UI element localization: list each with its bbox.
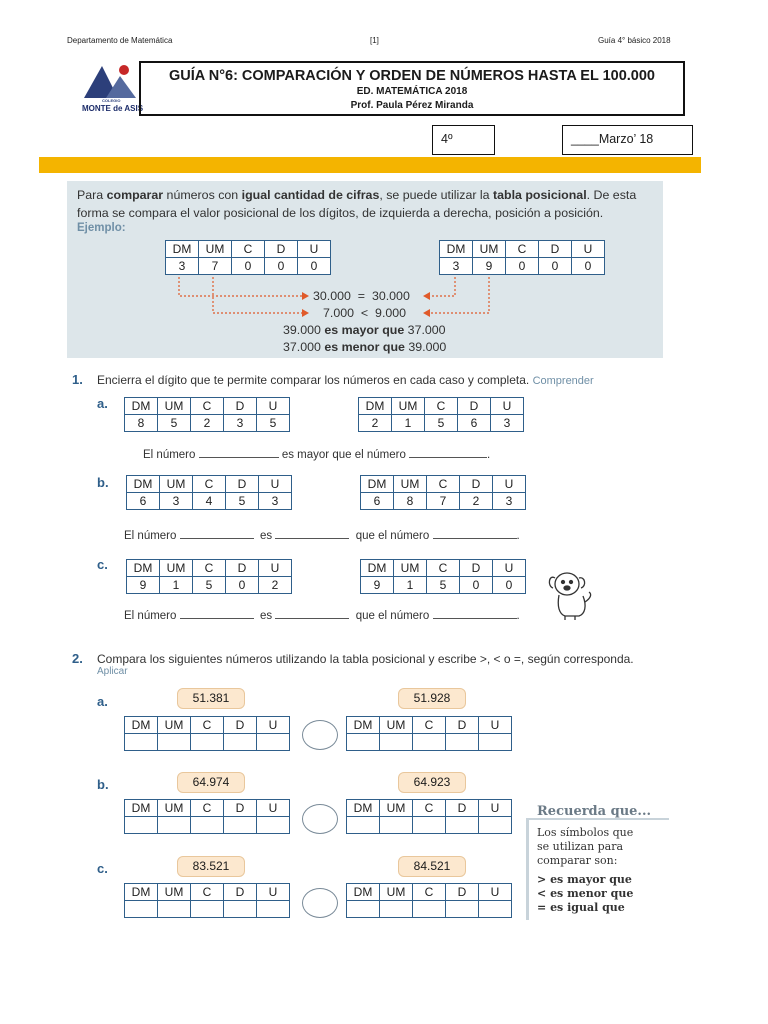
question-2-text: Compara los siguientes números utilizando la tabla posicional y escribe >, < o =, según corresponda. [97,652,634,666]
item-1c-table-right: DM UM C D U 9 1 5 0 0 [360,559,526,594]
digit: 0 [539,258,572,275]
question-2-number: 2. [72,651,83,666]
digit: 9 [473,258,506,275]
recuerda-side-bar [526,820,529,920]
header-department: Departamento de Matemática [67,36,173,45]
th: C [232,241,265,258]
item-1c-letter: c. [97,557,108,572]
compare-line-4: 37.000 es menor que 39.000 [283,340,447,354]
item-1b-sentence: El número es que el número . [124,530,520,542]
grade-box[interactable] [432,125,495,155]
blank-line[interactable] [180,608,254,619]
guide-teacher: Prof. Paula Pérez Miranda [350,100,474,111]
th: D [539,241,572,258]
digit: 0 [298,258,331,275]
digit: 0 [572,258,605,275]
item-2b-compare-circle[interactable] [302,804,338,834]
info-paragraph-line2: forma se compara el valor posicional de los dígitos, de izquierda a derecha, posición a posición. [77,206,604,220]
item-2a-table-left: DM UM C D U [124,716,290,751]
item-1c-sentence: El número es que el número . [124,610,520,622]
item-2c-left-number: 83.521 [177,856,245,877]
item-1b-table-right: DM UM C D U 6 8 7 2 3 [360,475,526,510]
blank-line[interactable] [275,528,349,539]
item-2a-left-number: 51.381 [177,688,245,709]
info-box [67,181,663,358]
info-paragraph-line1: Para comparar números con igual cantidad de cifras, se puede utilizar la tabla posicional. De esta [77,188,637,202]
blank-line[interactable] [275,608,349,619]
blank-line[interactable] [180,528,254,539]
header-guide: Guía 4° básico 2018 [598,36,671,45]
item-2b-table-right: DM UM C D U [346,799,512,834]
item-1a-table-right: DM UM C D U 2 1 5 6 3 [358,397,524,432]
question-1-number: 1. [72,372,83,387]
digit: 0 [265,258,298,275]
compare-line-2: 7.000 < 9.000 [323,306,407,320]
header-page-number: [1] [370,36,379,45]
blank-line[interactable] [433,608,517,619]
item-1b-letter: b. [97,475,109,490]
question-2-skill: Aplicar [97,666,128,677]
date-blank: ____ [571,132,599,146]
digit: 0 [232,258,265,275]
school-logo [80,60,144,116]
item-1a-table-left: DM UM C D U 8 5 2 3 5 [124,397,290,432]
compare-line-3: 39.000 es mayor que 37.000 [283,323,446,337]
blank-line[interactable] [433,528,517,539]
question-1-skill: Comprender [532,375,594,387]
item-2c-table-left: DM UM C D U [124,883,290,918]
date-box[interactable] [562,125,693,155]
item-2a-letter: a. [97,694,108,709]
th: UM [473,241,506,258]
item-2a-compare-circle[interactable] [302,720,338,750]
compare-line-1: 30.000 = 30.000 [313,289,410,303]
th: DM [440,241,473,258]
th: U [298,241,331,258]
item-2c-table-right: DM UM C D U [346,883,512,918]
item-2c-compare-circle[interactable] [302,888,338,918]
guide-title: GUÍA N°6: COMPARACIÓN Y ORDEN DE NÚMEROS HASTA EL 100.000 [169,68,655,84]
logo-name: MONTE de ASIS [82,104,144,113]
question-1-text: Encierra el dígito que te permite comparar los números en cada caso y completa. Comprender [97,373,594,387]
item-2a-table-right: DM UM C D U [346,716,512,751]
th: C [506,241,539,258]
item-2c-right-number: 84.521 [398,856,466,877]
item-2b-table-left: DM UM C D U [124,799,290,834]
digit: 0 [506,258,539,275]
digit: 3 [440,258,473,275]
logo-small-text: COLEGIO [102,98,121,103]
item-1a-sentence: El número es mayor que el número . [143,449,491,461]
blank-line[interactable] [409,447,487,458]
digit: 7 [199,258,232,275]
digit: 3 [166,258,199,275]
blank-line[interactable] [199,447,279,458]
date-value: Marzo’ 18 [598,132,654,146]
th: D [265,241,298,258]
th: UM [199,241,232,258]
th: DM [166,241,199,258]
item-1b-table-left: DM UM C D U 6 3 4 5 3 [126,475,292,510]
dog-illustration [545,568,595,623]
item-2b-left-number: 64.974 [177,772,245,793]
item-2b-letter: b. [97,777,109,792]
grade-value: 4º [441,132,453,146]
example-label: Ejemplo: [77,222,126,234]
item-1c-table-left: DM UM C D U 9 1 5 0 2 [126,559,292,594]
accent-bar [39,157,701,173]
item-2c-letter: c. [97,861,108,876]
title-box [139,61,685,116]
recuerda-title: Recuerda que... [537,804,651,819]
recuerda-body: Los símbolos que se utilizan para comparar son: > es mayor que < es menor que = es igual que [537,826,634,914]
item-1a-letter: a. [97,396,108,411]
th: U [572,241,605,258]
item-2a-right-number: 51.928 [398,688,466,709]
guide-subtitle: ED. MATEMÁTICA 2018 [356,86,468,97]
item-2b-right-number: 64.923 [398,772,466,793]
